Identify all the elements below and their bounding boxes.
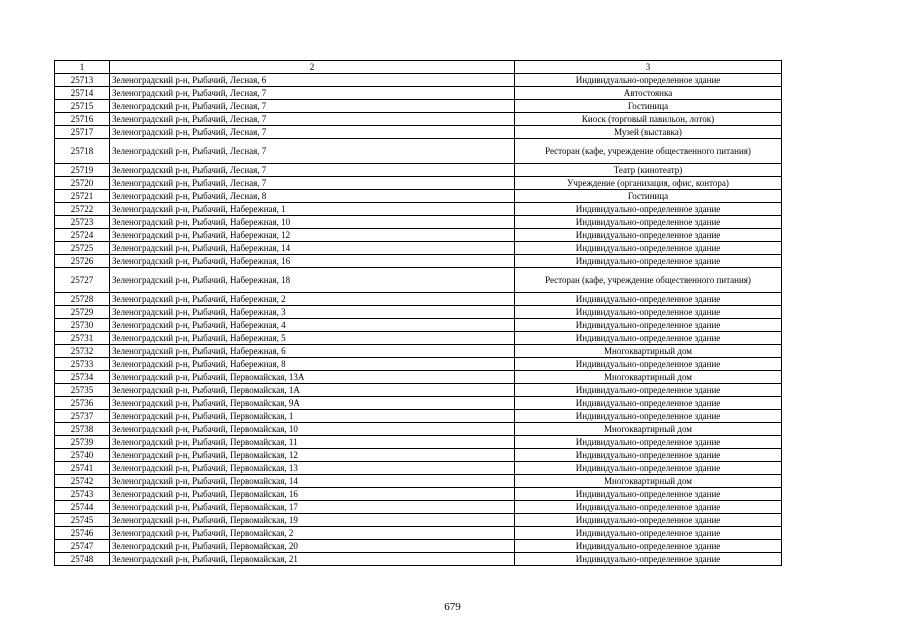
row-id-cell: 25743 bbox=[55, 488, 110, 501]
row-type-cell: Многоквартирный дом bbox=[515, 423, 782, 436]
table-row bbox=[55, 255, 782, 268]
table-row bbox=[55, 345, 782, 358]
row-id-cell: 25747 bbox=[55, 540, 110, 553]
table-row bbox=[55, 397, 782, 410]
row-type-cell: Индивидуально-определенное здание bbox=[515, 74, 782, 87]
table-row bbox=[55, 164, 782, 177]
column-header-2: 2 bbox=[110, 61, 515, 74]
table-row bbox=[55, 462, 782, 475]
column-header-3: 3 bbox=[515, 61, 782, 74]
row-id-cell: 25733 bbox=[55, 358, 110, 371]
table-row bbox=[55, 113, 782, 126]
table-row bbox=[55, 126, 782, 139]
row-address-cell: Зеленоградский р-н, Рыбачий, Первомайская, 19 bbox=[110, 514, 515, 527]
row-id-cell: 25748 bbox=[55, 553, 110, 566]
row-address-cell: Зеленоградский р-н, Рыбачий, Набережная, 1 bbox=[110, 203, 515, 216]
row-type-cell: Индивидуально-определенное здание bbox=[515, 436, 782, 449]
row-type-cell: Индивидуально-определенное здание bbox=[515, 449, 782, 462]
row-id-cell: 25732 bbox=[55, 345, 110, 358]
row-type-cell: Автостоянка bbox=[515, 87, 782, 100]
row-id-cell: 25723 bbox=[55, 216, 110, 229]
row-id-cell: 25715 bbox=[55, 100, 110, 113]
row-address-cell: Зеленоградский р-н, Рыбачий, Лесная, 7 bbox=[110, 177, 515, 190]
row-address-cell: Зеленоградский р-н, Рыбачий, Первомайская, 10 bbox=[110, 423, 515, 436]
row-type-cell: Многоквартирный дом bbox=[515, 475, 782, 488]
table-row bbox=[55, 293, 782, 306]
row-address-cell: Зеленоградский р-н, Рыбачий, Первомайская, 12 bbox=[110, 449, 515, 462]
row-address-cell: Зеленоградский р-н, Рыбачий, Первомайская, 11 bbox=[110, 436, 515, 449]
row-id-cell: 25719 bbox=[55, 164, 110, 177]
row-id-cell: 25730 bbox=[55, 319, 110, 332]
row-type-cell: Индивидуально-определенное здание bbox=[515, 410, 782, 423]
row-address-cell: Зеленоградский р-н, Рыбачий, Первомайская, 1А bbox=[110, 384, 515, 397]
row-address-cell: Зеленоградский р-н, Рыбачий, Лесная, 6 bbox=[110, 74, 515, 87]
row-type-cell: Индивидуально-определенное здание bbox=[515, 462, 782, 475]
row-id-cell: 25718 bbox=[55, 139, 110, 164]
row-address-cell: Зеленоградский р-н, Рыбачий, Набережная, 8 bbox=[110, 358, 515, 371]
row-id-cell: 25741 bbox=[55, 462, 110, 475]
row-type-cell: Индивидуально-определенное здание bbox=[515, 203, 782, 216]
row-id-cell: 25716 bbox=[55, 113, 110, 126]
table-row bbox=[55, 74, 782, 87]
row-address-cell: Зеленоградский р-н, Рыбачий, Набережная, 2 bbox=[110, 293, 515, 306]
row-address-cell: Зеленоградский р-н, Рыбачий, Лесная, 8 bbox=[110, 190, 515, 203]
table-row bbox=[55, 514, 782, 527]
row-type-cell: Индивидуально-определенное здание bbox=[515, 306, 782, 319]
table-row bbox=[55, 449, 782, 462]
row-id-cell: 25724 bbox=[55, 229, 110, 242]
row-type-cell: Индивидуально-определенное здание bbox=[515, 358, 782, 371]
table-row bbox=[55, 242, 782, 255]
row-address-cell: Зеленоградский р-н, Рыбачий, Лесная, 7 bbox=[110, 100, 515, 113]
row-address-cell: Зеленоградский р-н, Рыбачий, Набережная, 4 bbox=[110, 319, 515, 332]
row-type-cell: Многоквартирный дом bbox=[515, 345, 782, 358]
row-address-cell: Зеленоградский р-н, Рыбачий, Лесная, 7 bbox=[110, 113, 515, 126]
row-type-cell: Индивидуально-определенное здание bbox=[515, 527, 782, 540]
table-row bbox=[55, 410, 782, 423]
row-type-cell: Индивидуально-определенное здание bbox=[515, 540, 782, 553]
row-type-cell: Ресторан (кафе, учреждение общественного питания) bbox=[515, 139, 782, 164]
row-address-cell: Зеленоградский р-н, Рыбачий, Первомайская, 2 bbox=[110, 527, 515, 540]
row-address-cell: Зеленоградский р-н, Рыбачий, Первомайская, 21 bbox=[110, 553, 515, 566]
row-type-cell: Индивидуально-определенное здание bbox=[515, 384, 782, 397]
row-address-cell: Зеленоградский р-н, Рыбачий, Первомайская, 20 bbox=[110, 540, 515, 553]
row-address-cell: Зеленоградский р-н, Рыбачий, Набережная, 10 bbox=[110, 216, 515, 229]
row-address-cell: Зеленоградский р-н, Рыбачий, Первомайская, 14 bbox=[110, 475, 515, 488]
row-id-cell: 25727 bbox=[55, 268, 110, 293]
table-row bbox=[55, 100, 782, 113]
row-id-cell: 25746 bbox=[55, 527, 110, 540]
table-row bbox=[55, 384, 782, 397]
row-address-cell: Зеленоградский р-н, Рыбачий, Первомайская, 9А bbox=[110, 397, 515, 410]
table-row bbox=[55, 371, 782, 384]
row-type-cell: Ресторан (кафе, учреждение общественного питания) bbox=[515, 268, 782, 293]
row-type-cell: Индивидуально-определенное здание bbox=[515, 553, 782, 566]
row-id-cell: 25738 bbox=[55, 423, 110, 436]
row-address-cell: Зеленоградский р-н, Рыбачий, Лесная, 7 bbox=[110, 126, 515, 139]
page-number: 679 bbox=[444, 601, 461, 613]
table-row bbox=[55, 216, 782, 229]
row-id-cell: 25721 bbox=[55, 190, 110, 203]
row-id-cell: 25734 bbox=[55, 371, 110, 384]
row-type-cell: Индивидуально-определенное здание bbox=[515, 242, 782, 255]
row-address-cell: Зеленоградский р-н, Рыбачий, Первомайская, 1 bbox=[110, 410, 515, 423]
row-address-cell: Зеленоградский р-н, Рыбачий, Набережная, 18 bbox=[110, 268, 515, 293]
row-type-cell: Индивидуально-определенное здание bbox=[515, 332, 782, 345]
row-type-cell: Гостиница bbox=[515, 100, 782, 113]
row-address-cell: Зеленоградский р-н, Рыбачий, Набережная, 3 bbox=[110, 306, 515, 319]
row-type-cell: Театр (кинотеатр) bbox=[515, 164, 782, 177]
table-row bbox=[55, 139, 782, 164]
row-type-cell: Учреждение (организация, офис, контора) bbox=[515, 177, 782, 190]
row-id-cell: 25731 bbox=[55, 332, 110, 345]
row-id-cell: 25720 bbox=[55, 177, 110, 190]
row-id-cell: 25722 bbox=[55, 203, 110, 216]
row-id-cell: 25739 bbox=[55, 436, 110, 449]
row-type-cell: Индивидуально-определенное здание bbox=[515, 319, 782, 332]
row-type-cell: Киоск (торговый павильон, лоток) bbox=[515, 113, 782, 126]
table-row bbox=[55, 229, 782, 242]
row-address-cell: Зеленоградский р-н, Рыбачий, Первомайская, 13А bbox=[110, 371, 515, 384]
row-type-cell: Индивидуально-определенное здание bbox=[515, 229, 782, 242]
table-row bbox=[55, 306, 782, 319]
row-address-cell: Зеленоградский р-н, Рыбачий, Набережная, 6 bbox=[110, 345, 515, 358]
column-header-1: 1 bbox=[55, 61, 110, 74]
property-table bbox=[54, 60, 782, 566]
row-id-cell: 25737 bbox=[55, 410, 110, 423]
row-id-cell: 25729 bbox=[55, 306, 110, 319]
table-row bbox=[55, 319, 782, 332]
table-row bbox=[55, 475, 782, 488]
row-address-cell: Зеленоградский р-н, Рыбачий, Лесная, 7 bbox=[110, 139, 515, 164]
row-id-cell: 25745 bbox=[55, 514, 110, 527]
row-type-cell: Индивидуально-определенное здание bbox=[515, 255, 782, 268]
row-id-cell: 25717 bbox=[55, 126, 110, 139]
row-type-cell: Гостиница bbox=[515, 190, 782, 203]
row-id-cell: 25736 bbox=[55, 397, 110, 410]
row-type-cell: Индивидуально-определенное здание bbox=[515, 397, 782, 410]
row-address-cell: Зеленоградский р-н, Рыбачий, Первомайская, 16 bbox=[110, 488, 515, 501]
table-row bbox=[55, 87, 782, 100]
row-address-cell: Зеленоградский р-н, Рыбачий, Лесная, 7 bbox=[110, 164, 515, 177]
row-type-cell: Индивидуально-определенное здание bbox=[515, 514, 782, 527]
row-type-cell: Индивидуально-определенное здание bbox=[515, 501, 782, 514]
table-body bbox=[55, 61, 782, 566]
table-row bbox=[55, 203, 782, 216]
table-header-row bbox=[55, 61, 782, 74]
table-row bbox=[55, 488, 782, 501]
row-id-cell: 25725 bbox=[55, 242, 110, 255]
table-row bbox=[55, 540, 782, 553]
row-address-cell: Зеленоградский р-н, Рыбачий, Набережная, 12 bbox=[110, 229, 515, 242]
row-address-cell: Зеленоградский р-н, Рыбачий, Лесная, 7 bbox=[110, 87, 515, 100]
table-row bbox=[55, 268, 782, 293]
row-id-cell: 25726 bbox=[55, 255, 110, 268]
row-type-cell: Индивидуально-определенное здание bbox=[515, 216, 782, 229]
row-type-cell: Индивидуально-определенное здание bbox=[515, 488, 782, 501]
row-id-cell: 25714 bbox=[55, 87, 110, 100]
row-address-cell: Зеленоградский р-н, Рыбачий, Набережная, 14 bbox=[110, 242, 515, 255]
table-row bbox=[55, 436, 782, 449]
table-row bbox=[55, 527, 782, 540]
row-id-cell: 25735 bbox=[55, 384, 110, 397]
row-id-cell: 25713 bbox=[55, 74, 110, 87]
row-address-cell: Зеленоградский р-н, Рыбачий, Первомайская, 17 bbox=[110, 501, 515, 514]
row-address-cell: Зеленоградский р-н, Рыбачий, Набережная, 5 bbox=[110, 332, 515, 345]
table-row bbox=[55, 358, 782, 371]
table-row bbox=[55, 190, 782, 203]
row-type-cell: Музей (выставка) bbox=[515, 126, 782, 139]
row-id-cell: 25744 bbox=[55, 501, 110, 514]
table-row bbox=[55, 501, 782, 514]
table-row bbox=[55, 423, 782, 436]
row-address-cell: Зеленоградский р-н, Рыбачий, Набережная, 16 bbox=[110, 255, 515, 268]
row-id-cell: 25740 bbox=[55, 449, 110, 462]
table-row bbox=[55, 332, 782, 345]
row-address-cell: Зеленоградский р-н, Рыбачий, Первомайская, 13 bbox=[110, 462, 515, 475]
row-type-cell: Индивидуально-определенное здание bbox=[515, 293, 782, 306]
table-row bbox=[55, 553, 782, 566]
table-row bbox=[55, 177, 782, 190]
row-id-cell: 25728 bbox=[55, 293, 110, 306]
row-id-cell: 25742 bbox=[55, 475, 110, 488]
row-type-cell: Многоквартирный дом bbox=[515, 371, 782, 384]
